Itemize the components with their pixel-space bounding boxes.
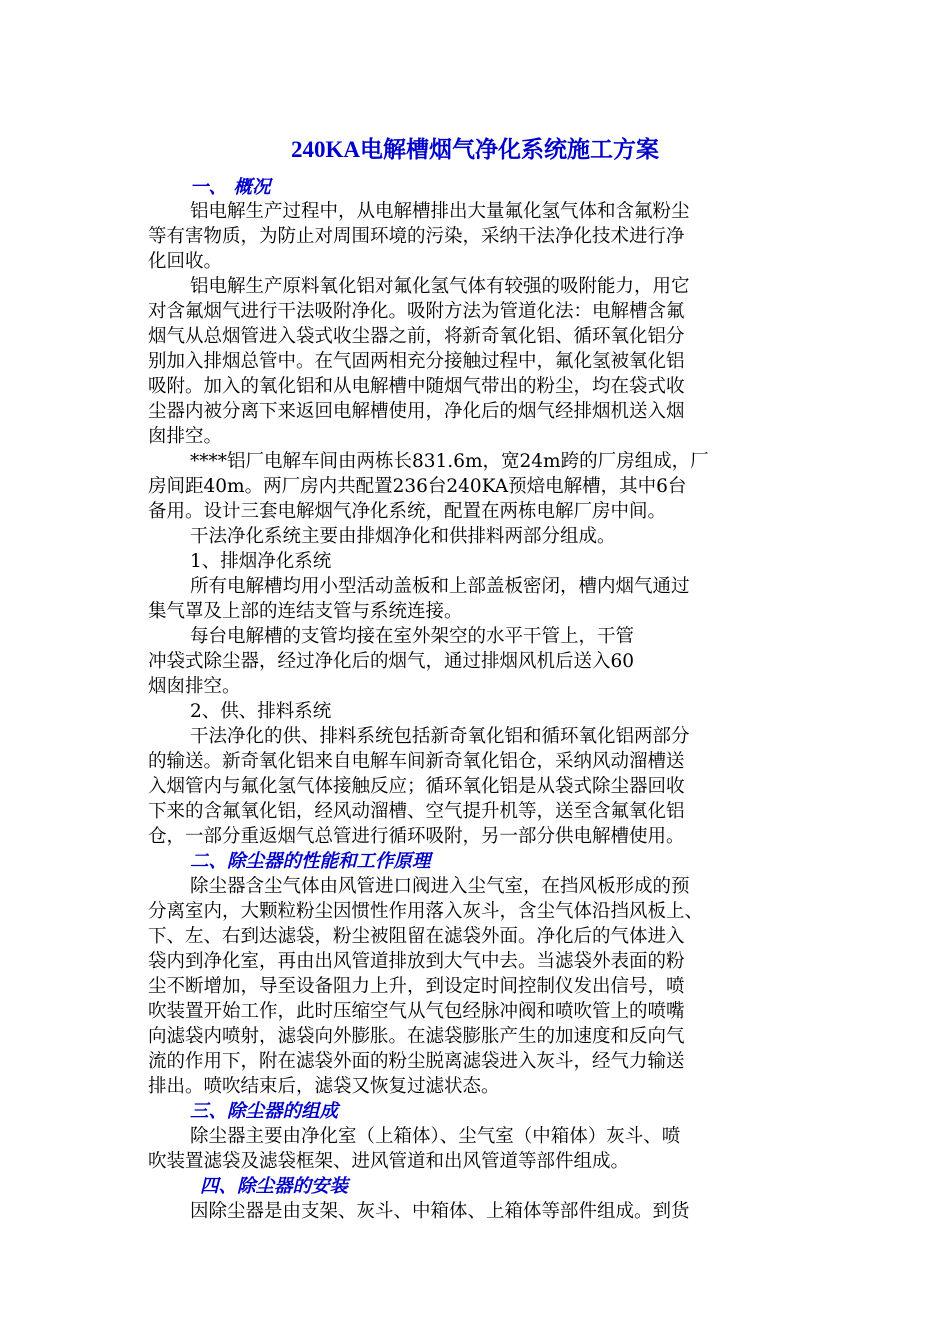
text-line: 除尘器主要由净化室（上箱体）、尘气室（中箱体）灰斗、喷	[190, 1126, 681, 1147]
text-line: 下、左、右到达滤袋，粉尘被阻留在滤袋外面。净化后的气体进入	[148, 926, 685, 947]
text-line: 冲袋式除尘器，经过净化后的烟气，通过排烟风机后送入60	[148, 651, 635, 672]
text-line: 仓，一部分重返烟气总管进行循环吸附，另一部分供电解槽使用。	[148, 826, 685, 847]
text-line: 干法净化的供、排料系统包括新奇氧化铝和循环氧化铝两部分	[190, 726, 690, 747]
text-line: 对含氟烟气进行干法吸附净化。吸附方法为管道化法：电解槽含氟	[148, 301, 685, 322]
text-line: 烟气从总烟管进入袋式收尘器之前，将新奇氧化铝、循环氧化铝分	[148, 326, 685, 347]
text-line: 流的作用下，附在滤袋外面的粉尘脱离滤袋进入灰斗，经气力输送	[148, 1051, 685, 1072]
text-line: 干法净化系统主要由排烟净化和供排料两部分组成。	[190, 526, 616, 547]
text-line: 吹装置滤袋及滤袋框架、进风管道和出风管道等部件组成。	[148, 1151, 630, 1172]
text-line: 向滤袋内喷射，滤袋向外膨胀。在滤袋膨胀产生的加速度和反向气	[148, 1026, 685, 1047]
text-line: 铝电解生产过程中，从电解槽排出大量氟化氢气体和含氟粉尘	[190, 201, 690, 222]
text-line: 等有害物质，为防止对周围环境的污染，采纳干法净化技术进行净	[148, 226, 685, 247]
document-title: 240KA电解槽烟气净化系统施工方案	[291, 137, 659, 162]
text-line: 袋内到净化室，再由出风管道排放到大气中去。当滤袋外表面的粉	[148, 951, 685, 972]
text-line: 尘器内被分离下来返回电解槽使用，净化后的烟气经排烟机送入烟	[148, 401, 685, 422]
text-line: 吹装置开始工作，此时压缩空气从气包经脉冲阀和喷吹管上的喷嘴	[148, 1001, 685, 1022]
text-line: 化回收。	[148, 251, 223, 272]
text-line: 所有电解槽均用小型活动盖板和上部盖板密闭，槽内烟气通过	[190, 576, 690, 597]
text-line: 囱排空。	[148, 426, 223, 447]
text-line: 吸附。加入的氧化铝和从电解槽中随烟气带出的粉尘，均在袋式收	[148, 376, 685, 397]
text-line: 因除尘器是由支架、灰斗、中箱体、上箱体等部件组成。到货	[190, 1201, 690, 1222]
text-line: 分离室内，大颗粒粉尘因惯性作用落入灰斗，含尘气体沿挡风板上、	[148, 901, 704, 922]
text-line: 除尘器含尘气体由风管进口阀进入尘气室，在挡风板形成的预	[190, 876, 690, 897]
text-line: ****铝厂电解车间由两栋长831.6m，宽24m跨的厂房组成，厂	[190, 451, 709, 472]
text-line: 尘不断增加，导至设备阻力上升，到设定时间控制仪发出信号，喷	[148, 976, 685, 997]
text-line: 房间距40m。两厂房内共配置236台240KA预焙电解槽，其中6台	[148, 476, 687, 497]
text-line: 别加入排烟总管中。在气固两相充分接触过程中，氟化氢被氧化铝	[148, 351, 685, 372]
text-line: 每台电解槽的支管均接在室外架空的水平干管上，干管	[190, 626, 635, 647]
section-heading-4: 四、除尘器的安装	[200, 1176, 349, 1197]
text-line: 集气罩及上部的连结支管与系统连接。	[148, 601, 463, 622]
text-line: 备用。设计三套电解烟气净化系统，配置在两栋电解厂房中间。	[148, 501, 667, 522]
text-line: 烟囱排空。	[148, 676, 241, 697]
text-line: 入烟管内与氟化氢气体接触反应；循环氧化铝是从袋式除尘器回收	[148, 776, 685, 797]
text-line: 2、供、排料系统	[190, 701, 332, 722]
text-line: 下来的含氟氧化铝，经风动溜槽、空气提升机等，送至含氟氧化铝	[148, 801, 685, 822]
text-line: 1、排烟净化系统	[190, 551, 332, 572]
section-heading-1: 一、 概况	[190, 177, 271, 198]
text-line: 铝电解生产原料氧化铝对氟化氢气体有较强的吸附能力，用它	[190, 276, 690, 297]
section-heading-3: 三、除尘器的组成	[190, 1101, 339, 1122]
text-line: 排出。喷吹结束后，滤袋又恢复过滤状态。	[148, 1076, 500, 1097]
section-heading-2: 二、除尘器的性能和工作原理	[190, 851, 431, 872]
text-line: 的输送。新奇氧化铝来自电解车间新奇氧化铝仓，采纳风动溜槽送	[148, 751, 685, 772]
